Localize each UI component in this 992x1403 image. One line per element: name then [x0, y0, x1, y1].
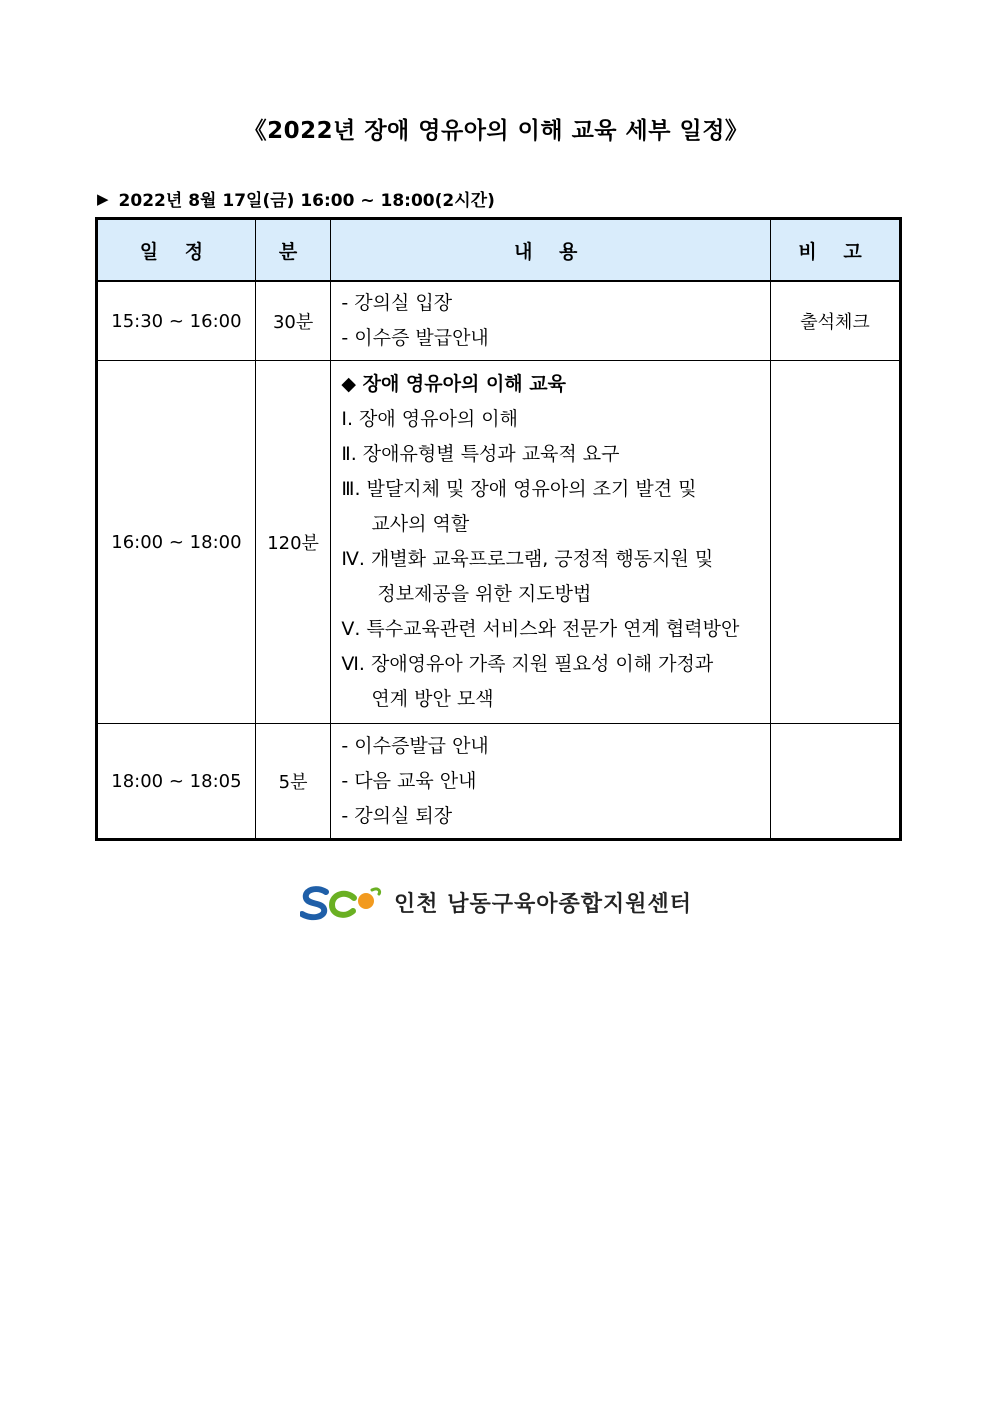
header-minutes: 분	[255, 219, 331, 282]
triangle-bullet-icon: ▶	[97, 189, 109, 208]
content-line: Ⅴ. 특수교육관련 서비스와 전문가 연계 협력방안	[341, 618, 740, 640]
content-line: - 강의실 퇴장	[341, 804, 453, 827]
row-note	[771, 724, 901, 840]
row-minutes: 30분	[255, 281, 331, 361]
table-header-row	[97, 219, 901, 282]
content-line: 연계 방안 모색	[371, 688, 494, 710]
content-line: - 다음 교육 안내	[341, 769, 477, 792]
content-line: Ⅲ. 발달지체 및 장애 영유아의 조기 발견 및	[341, 478, 697, 500]
content-line: - 이수증발급 안내	[341, 734, 489, 757]
content-line: - 이수증 발급안내	[341, 327, 489, 349]
center-logo	[0, 880, 992, 924]
event-datetime	[97, 186, 495, 211]
row-content	[331, 281, 771, 361]
schedule-table	[95, 217, 902, 841]
header-schedule: 일 정	[97, 219, 256, 282]
table-row	[97, 361, 901, 724]
row-time: 18:00 ~ 18:05	[97, 724, 256, 840]
row-note: 출석체크	[771, 281, 901, 361]
content-line: Ⅱ. 장애유형별 특성과 교육적 요구	[341, 443, 620, 465]
event-datetime-text: 2022년 8월 17일(금) 16:00 ~ 18:00(2시간)	[118, 191, 495, 211]
row-content	[331, 724, 771, 840]
row-content	[331, 361, 771, 724]
row-minutes: 120분	[255, 361, 331, 724]
content-heading: ◆ 장애 영유아의 이해 교육	[341, 373, 566, 395]
row-time: 15:30 ~ 16:00	[97, 281, 256, 361]
content-line: Ⅵ. 장애영유아 가족 지원 필요성 이해 가정과	[341, 653, 714, 675]
row-note	[771, 361, 901, 724]
row-time: 16:00 ~ 18:00	[97, 361, 256, 724]
content-line: Ⅳ. 개별화 교육프로그램, 긍정적 행동지원 및	[341, 548, 714, 570]
content-line: 정보제공을 위한 지도방법	[377, 583, 592, 605]
page-title: 《2022년 장애 영유아의 이해 교육 세부 일정》	[243, 118, 749, 144]
center-name: 인천 남동구육아종합지원센터	[394, 891, 692, 917]
header-note: 비 고	[771, 219, 901, 282]
header-content: 내 용	[331, 219, 771, 282]
center-logo-mark-icon	[300, 880, 382, 924]
content-line: 교사의 역할	[371, 513, 470, 535]
table-row	[97, 724, 901, 840]
table-row	[97, 281, 901, 361]
row-minutes: 5분	[255, 724, 331, 840]
content-line: Ⅰ. 장애 영유아의 이해	[341, 408, 518, 430]
content-line: - 강의실 입장	[341, 292, 453, 314]
